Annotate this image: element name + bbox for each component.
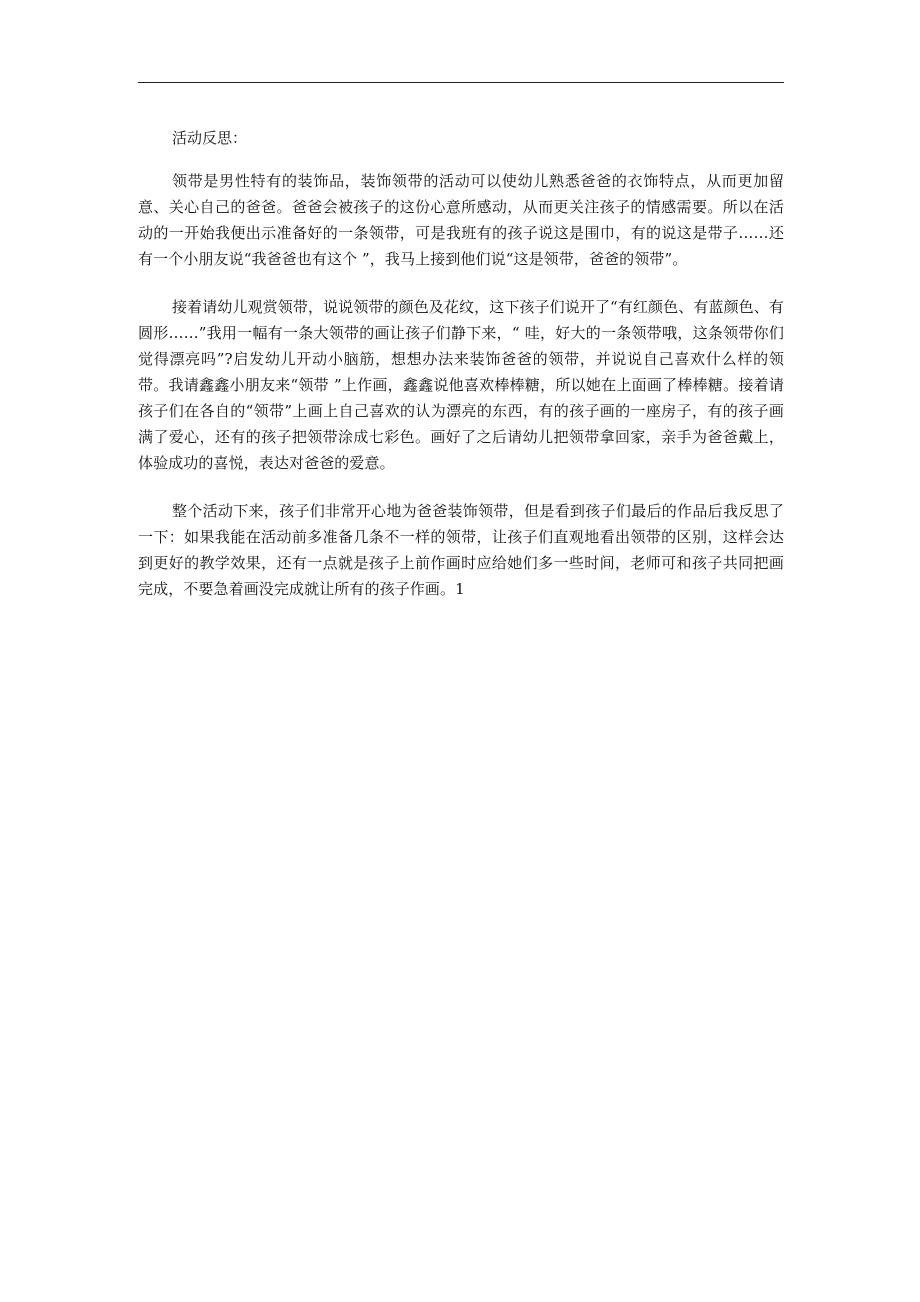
paragraph-3: 整个活动下来，孩子们非常开心地为爸爸装饰领带，但是看到孩子们最后的作品后我反思了一下：如果我能在活动前多准备几条不一样的领带，让孩子们直观地看出领带的区别，这样会达到更好的教学效果，还有一点就是孩子上前作画时应给她们多一些时间，老师可和孩子共同把画完成，不要急着画没完成就让所有的孩子作画。1 xyxy=(138,502,784,598)
header-rule xyxy=(138,82,784,83)
document-body xyxy=(138,126,784,624)
paragraph-1: 领带是男性特有的装饰品，装饰领带的活动可以使幼儿熟悉爸爸的衣饰特点，从而更加留意、关心自己的爸爸。爸爸会被孩子的这份心意所感动，从而更关注孩子的情感需要。所以在活动的一开始我便出示准备好的一条领带，可是我班有的孩子说这是围巾，有的说这是带子……还有一个小朋友说“我爸爸也有这个 ”，我马上接到他们说“这是领带，爸爸的领带”。 xyxy=(138,172,784,268)
paragraph-2: 接着请幼儿观赏领带，说说领带的颜色及花纹，这下孩子们说开了“有红颜色、有蓝颜色、有圆形……”我用一幅有一条大领带的画让孩子们静下来，“ 哇，好大的一条领带哦，这条领带你们觉得漂亮吗”?启发幼儿开动小脑筋，想想办法来装饰爸爸的领带，并说说自己喜欢什么样的领带。我请鑫鑫小朋友来“领带 ”上作画，鑫鑫说他喜欢棒棒糖，所以她在上面画了棒棒糖。接着请孩子们在各自的“领带”上画上自己喜欢的认为漂亮的东西，有的孩子画的一座房子，有的孩子画满了爱心，还有的孩子把领带涂成七彩色。画好了之后请幼儿把领带拿回家，亲手为爸爸戴上，体验成功的喜悦，表达对爸爸的爱意。 xyxy=(138,298,784,472)
section-heading: 活动反思： xyxy=(172,129,248,147)
